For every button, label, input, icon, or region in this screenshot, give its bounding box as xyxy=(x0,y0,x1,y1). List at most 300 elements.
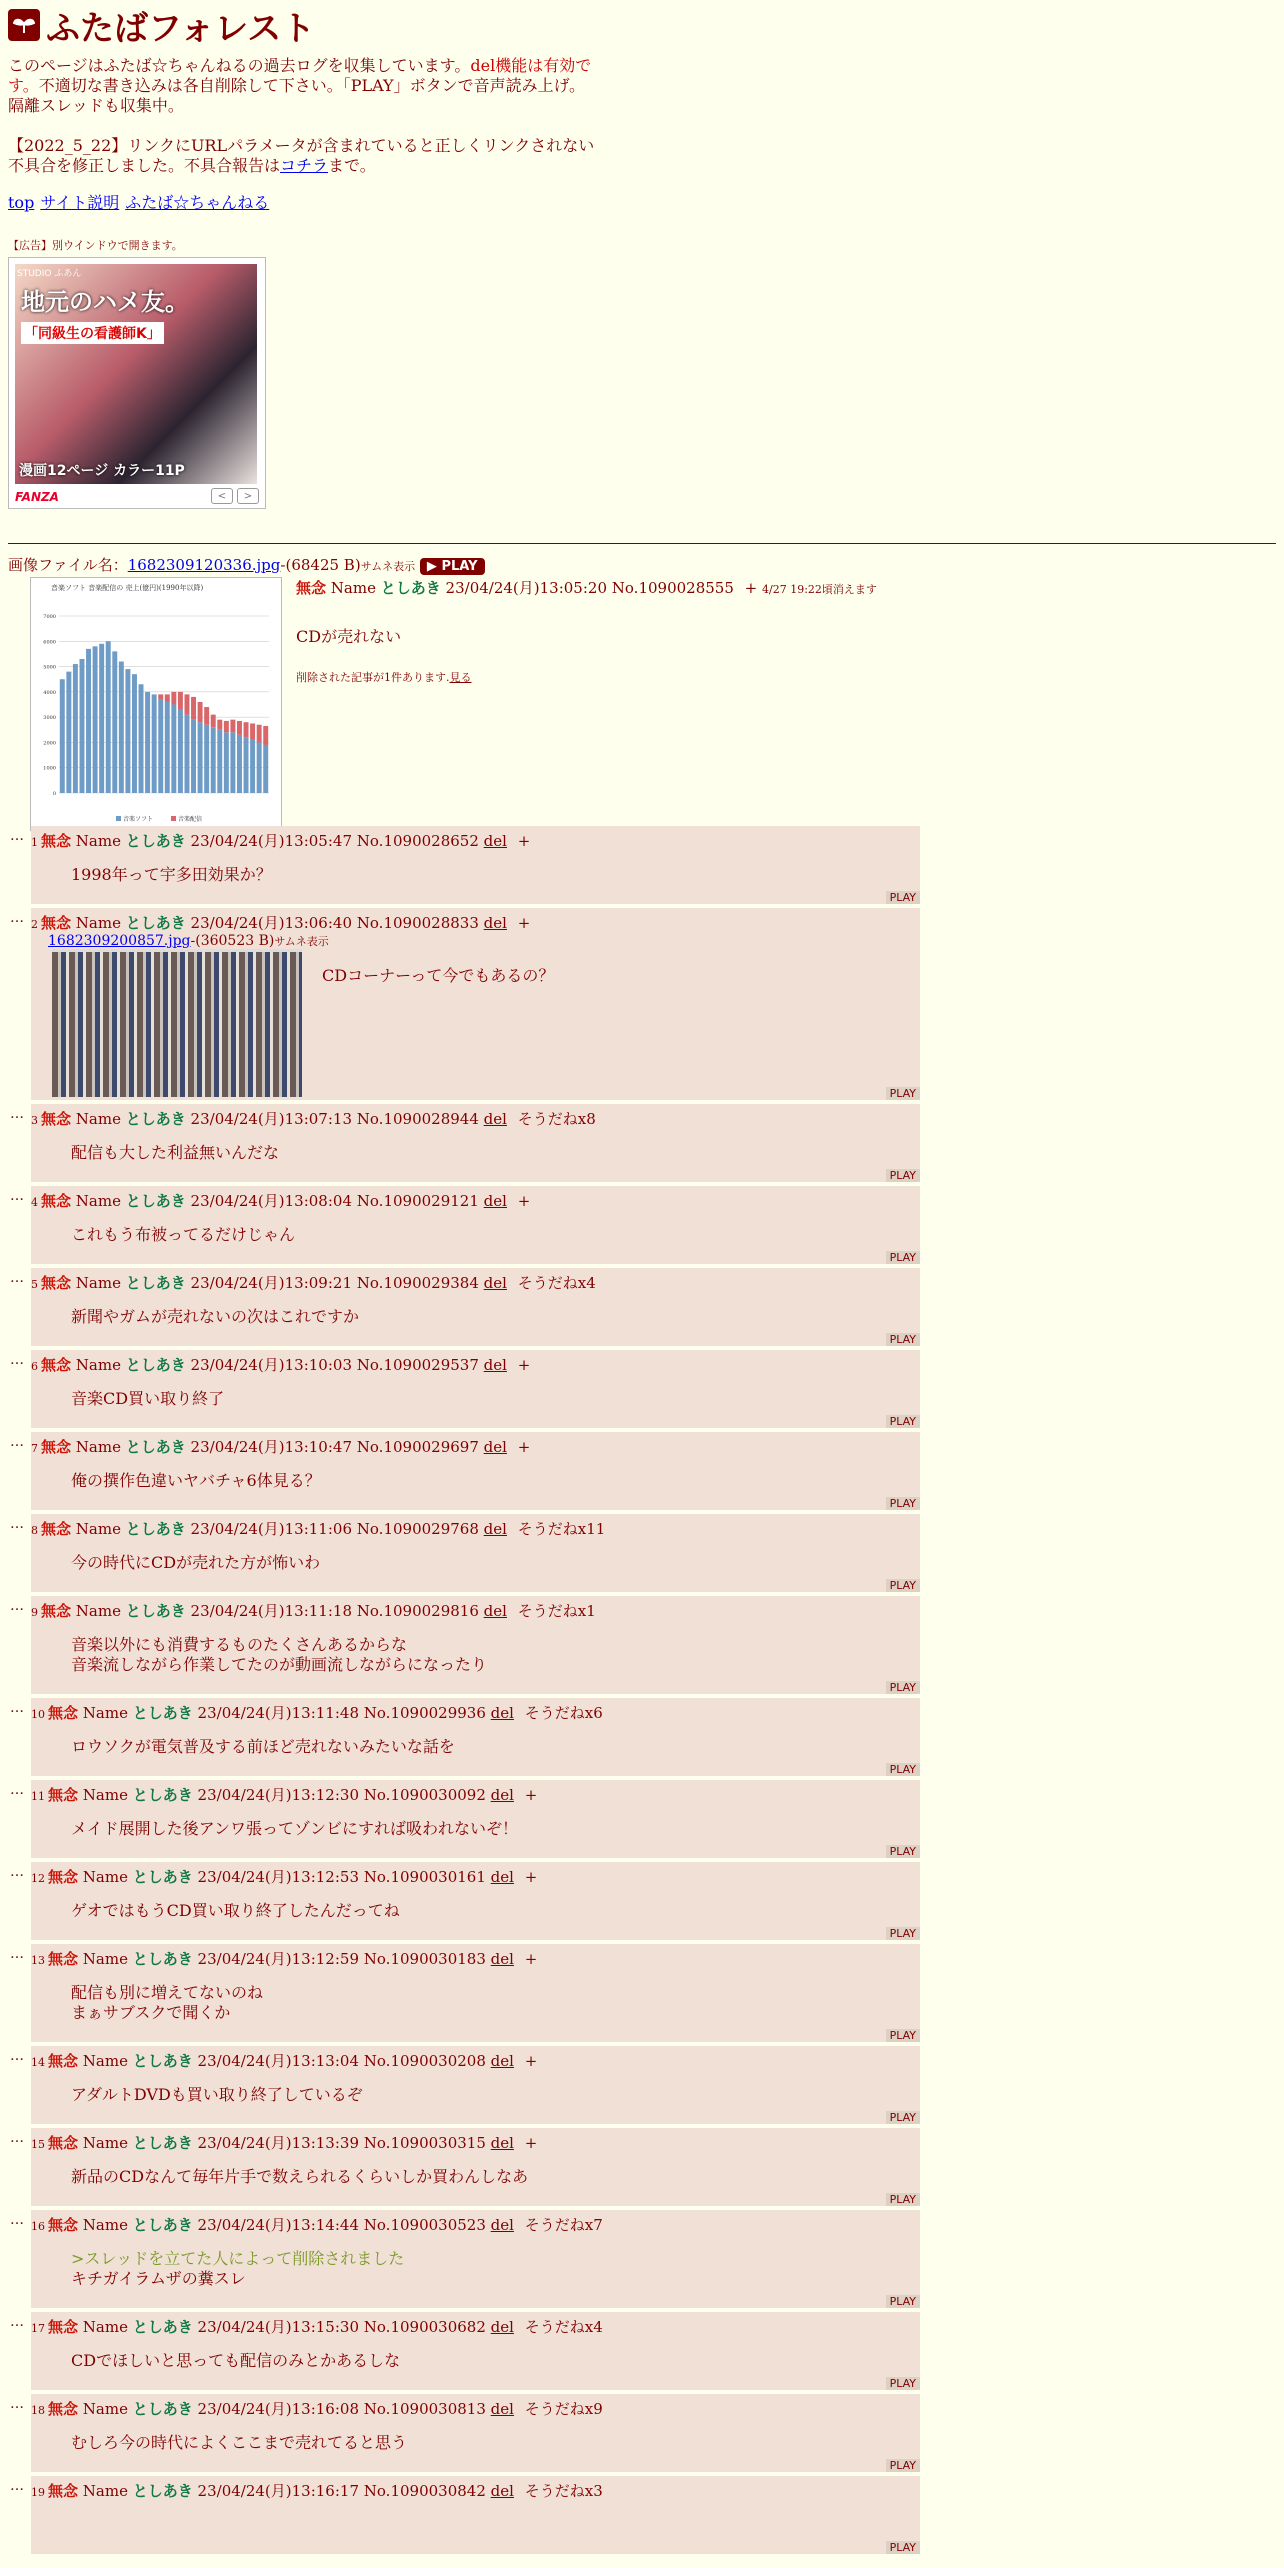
reply-text-line: 配信も大した利益無いんだな xyxy=(71,1143,280,1162)
reply-header xyxy=(31,1268,920,1293)
reply-play-button[interactable]: PLAY xyxy=(886,1415,920,1428)
reply-dots: … xyxy=(10,1946,24,1962)
reply-play-button[interactable]: PLAY xyxy=(886,2029,920,2042)
play-icon: ▶ xyxy=(426,558,437,574)
reply-name-label: Name xyxy=(82,2400,128,2418)
ad-image[interactable] xyxy=(15,264,257,484)
reply-sodane[interactable]: + xyxy=(517,1192,531,1210)
reply-post xyxy=(31,1104,920,1182)
reply-index: 10 xyxy=(31,1708,45,1721)
bar-music-soft xyxy=(66,672,71,793)
reply-header xyxy=(31,2210,920,2235)
reply-datetime: 23/04/24(月)13:11:18 xyxy=(190,1602,352,1620)
reply-number[interactable]: No.1090029697 xyxy=(356,1438,479,1456)
reply-dots: … xyxy=(10,2396,24,2412)
bar-music-dl xyxy=(237,721,242,735)
reply-index: 18 xyxy=(31,2404,45,2417)
bar-music-soft xyxy=(125,669,130,793)
reply-play-button[interactable]: PLAY xyxy=(886,1681,920,1694)
reply-subject: 無念 xyxy=(48,2482,79,2500)
reply-post xyxy=(31,1944,920,2042)
reply-datetime: 23/04/24(月)13:10:03 xyxy=(190,1356,352,1374)
reply-sodane[interactable]: そうだねx1 xyxy=(517,1602,596,1620)
reply-post xyxy=(31,2210,920,2308)
op-play-button[interactable] xyxy=(420,558,485,575)
reply-poster: としあき xyxy=(125,832,186,850)
reply-del-link[interactable]: del xyxy=(483,914,507,932)
reply-del-link[interactable]: del xyxy=(483,1274,507,1292)
notice-text: 【2022_5_22】リンクにURLパラメータが含まれていると正しくリンクされない不具合を修正しました。不具合報告は xyxy=(8,136,595,175)
reply-post xyxy=(31,1268,920,1346)
op-file-label: 画像ファイル名： xyxy=(8,556,128,574)
reply-number[interactable]: No.1090030208 xyxy=(363,2052,486,2070)
reply-dots: … xyxy=(10,828,24,844)
reply-name-label: Name xyxy=(75,1274,121,1292)
op-text: CDが売れない xyxy=(296,627,402,646)
op-number[interactable]: No.1090028555 xyxy=(611,579,734,597)
reply-del-link[interactable]: del xyxy=(490,2318,514,2336)
reply-del-link[interactable]: del xyxy=(483,1602,507,1620)
reply-play-button[interactable]: PLAY xyxy=(886,1333,920,1346)
reply-sodane[interactable]: + xyxy=(517,1438,531,1456)
legend-label: 音楽ソフト xyxy=(123,816,154,823)
bar-music-dl xyxy=(257,725,262,743)
reply-name-label: Name xyxy=(75,1356,121,1374)
reply-sodane[interactable]: そうだねx7 xyxy=(524,2216,603,2234)
reply-dots: … xyxy=(10,1700,24,1716)
reply-dots: … xyxy=(10,1864,24,1880)
reply-datetime: 23/04/24(月)13:12:59 xyxy=(197,1950,359,1968)
reply-subject: 無念 xyxy=(48,1704,79,1722)
reply-sodane[interactable]: + xyxy=(524,2134,538,2152)
reply-del-link[interactable]: del xyxy=(483,1192,507,1210)
reply-number[interactable]: No.1090030161 xyxy=(363,1868,486,1886)
reply-header xyxy=(31,1104,920,1129)
reply-sodane[interactable]: + xyxy=(524,1950,538,1968)
reply-text-line: メイド展開した後アンワ張ってゾンビにすれば吸われないぞ！ xyxy=(71,1819,519,1838)
reply-dots: … xyxy=(10,2130,24,2146)
reply-subject: 無念 xyxy=(41,1110,72,1128)
reply-play-button[interactable]: PLAY xyxy=(886,1927,920,1940)
reply-dots: … xyxy=(10,2212,24,2228)
reply-header xyxy=(31,2128,920,2153)
bar-music-soft xyxy=(119,662,124,793)
reply-del-link[interactable]: del xyxy=(490,1950,514,1968)
reply-subject: 無念 xyxy=(48,1786,79,1804)
reply-index: 17 xyxy=(31,2322,45,2335)
op-post xyxy=(8,577,1276,831)
reply-body xyxy=(71,1635,920,1675)
update-notice xyxy=(8,136,598,176)
reply-del-link[interactable]: del xyxy=(490,2400,514,2418)
reply-sodane[interactable]: + xyxy=(517,914,531,932)
reply-number[interactable]: No.1090029768 xyxy=(356,1520,479,1538)
reply-index: 11 xyxy=(31,1790,45,1803)
reply-post xyxy=(31,1350,920,1428)
op-thumbnail[interactable] xyxy=(30,577,282,831)
y-tick-label: 3000 xyxy=(43,715,56,722)
reply-index: 6 xyxy=(31,1360,38,1373)
bar-music-soft xyxy=(152,694,157,793)
reply-play-button[interactable]: PLAY xyxy=(886,1763,920,1776)
reply-subject: 無念 xyxy=(41,1356,72,1374)
reply-dots: … xyxy=(10,2048,24,2064)
reply-poster: としあき xyxy=(132,1704,193,1722)
ad-footer: 漫画12ページ カラー11P xyxy=(19,463,185,479)
reply-dots: … xyxy=(10,1434,24,1450)
ad-headline: 地元のハメ友。 xyxy=(21,288,189,316)
reply-sodane[interactable]: + xyxy=(517,832,531,850)
reply-body xyxy=(71,1225,920,1245)
reply-play-button[interactable]: PLAY xyxy=(886,1169,920,1182)
bar-music-soft xyxy=(244,737,249,793)
reply-datetime: 23/04/24(月)13:06:40 xyxy=(190,914,352,932)
reply-body xyxy=(71,2167,920,2187)
reply-number[interactable]: No.1090030183 xyxy=(363,1950,486,1968)
bar-music-dl xyxy=(178,692,183,710)
bar-music-soft xyxy=(132,674,137,793)
bar-music-soft xyxy=(217,730,222,793)
reply-del-link[interactable]: del xyxy=(490,1704,514,1722)
reply-header xyxy=(31,2046,920,2071)
reply-body xyxy=(71,1143,920,1163)
reply-sodane[interactable]: そうだねx4 xyxy=(517,1274,596,1292)
reply-text-line: まぁサブスクで聞くか xyxy=(71,2003,231,2022)
reply-post xyxy=(31,2046,920,2124)
reply-name-label: Name xyxy=(75,1192,121,1210)
reply-sodane[interactable]: そうだねx6 xyxy=(524,1704,603,1722)
reply-poster: としあき xyxy=(132,2216,193,2234)
bar-music-soft xyxy=(224,732,229,793)
reply-play-button[interactable]: PLAY xyxy=(886,2459,920,2472)
reply-image-row xyxy=(52,949,920,1097)
bar-music-soft xyxy=(106,641,111,793)
reply-sodane[interactable]: + xyxy=(517,1356,531,1374)
reply-sodane[interactable]: そうだねx8 xyxy=(517,1110,596,1128)
reply-number[interactable]: No.1090029384 xyxy=(356,1274,479,1292)
reply-index: 13 xyxy=(31,1954,45,1967)
reply-play-button[interactable]: PLAY xyxy=(886,2377,920,2390)
reply-del-link[interactable]: del xyxy=(483,1110,507,1128)
ad-banner[interactable] xyxy=(8,257,266,509)
show-deleted-link[interactable]: 見る xyxy=(449,671,472,684)
reply-subject: 無念 xyxy=(48,2134,79,2152)
bar-music-dl xyxy=(171,692,176,705)
reply-dots: … xyxy=(10,2478,24,2494)
site-title: ふたばフォレスト xyxy=(46,8,316,49)
bar-music-soft xyxy=(145,692,150,793)
reply-number[interactable]: No.1090029936 xyxy=(363,1704,486,1722)
reply-play-button[interactable]: PLAY xyxy=(886,1497,920,1510)
reply-thumb-toggle[interactable]: サムネ表示 xyxy=(274,935,329,948)
reply-datetime: 23/04/24(月)13:12:30 xyxy=(197,1786,359,1804)
bar-music-dl xyxy=(244,722,249,737)
reply-post xyxy=(31,826,920,904)
op-file-link[interactable]: 1682309120336.jpg xyxy=(127,556,281,574)
deleted-text: 削除された記事が1件あります. xyxy=(296,671,450,684)
reply-text-line: 新品のCDなんて毎年片手で数えられるくらいしか買わんしなあ xyxy=(71,2167,529,2186)
bar-music-dl xyxy=(204,707,209,725)
bar-music-soft xyxy=(112,651,117,793)
ad-badge: STUDIO ふあん xyxy=(17,269,82,279)
op-subject: 無念 xyxy=(296,579,327,597)
op-name-label: Name xyxy=(330,579,376,597)
reply-del-link[interactable]: del xyxy=(483,1520,507,1538)
reply-number[interactable]: No.1090030842 xyxy=(363,2482,486,2500)
reply-post xyxy=(31,1780,920,1858)
reply-poster: としあき xyxy=(125,1438,186,1456)
reply-sodane[interactable]: そうだねx9 xyxy=(524,2400,603,2418)
chart xyxy=(31,578,281,830)
reply-subject: 無念 xyxy=(41,1274,72,1292)
reply-poster: としあき xyxy=(125,1520,186,1538)
reply-sodane[interactable]: + xyxy=(524,1786,538,1804)
reply-text-line: 俺の撰作色違いヤバチャ6体見る？ xyxy=(71,1471,321,1490)
reply-subject: 無念 xyxy=(41,1438,72,1456)
reply-poster: としあき xyxy=(132,2482,193,2500)
reply-number[interactable]: No.1090030315 xyxy=(363,2134,486,2152)
reply-name-label: Name xyxy=(82,2482,128,2500)
reply-del-link[interactable]: del xyxy=(490,2052,514,2070)
op-file-size: -(68425 B) xyxy=(280,556,361,574)
y-tick-label: 4000 xyxy=(43,689,56,696)
bar-music-soft xyxy=(191,720,196,793)
reply-name-label: Name xyxy=(82,1704,128,1722)
reply-sodane[interactable]: そうだねx3 xyxy=(524,2482,603,2500)
reply-post xyxy=(31,1186,920,1264)
reply-subject: 無念 xyxy=(48,2052,79,2070)
op-body xyxy=(296,577,877,831)
reply-index: 16 xyxy=(31,2220,45,2233)
reply-dots: … xyxy=(10,1106,24,1122)
reply-sodane[interactable]: そうだねx11 xyxy=(517,1520,606,1538)
reply-datetime: 23/04/24(月)13:12:53 xyxy=(197,1868,359,1886)
reply-play-button[interactable]: PLAY xyxy=(886,1845,920,1858)
reply-header xyxy=(31,1862,920,1887)
reply-file-link[interactable]: 1682309200857.jpg xyxy=(48,933,191,949)
reply-play-button[interactable]: PLAY xyxy=(886,2295,920,2308)
reply-text-line: むしろ今の時代によくここまで売れてると思う xyxy=(71,2433,408,2452)
reply-poster: としあき xyxy=(132,2318,193,2336)
nav-futaba-link[interactable]: ふたば☆ちゃんねる xyxy=(125,193,270,212)
reply-number[interactable]: No.1090030813 xyxy=(363,2400,486,2418)
reply-number[interactable]: No.1090028944 xyxy=(356,1110,479,1128)
reply-text-line: 音楽以外にも消費するものたくさんあるからな xyxy=(71,1635,408,1654)
reply-index: 3 xyxy=(31,1114,38,1127)
reply-datetime: 23/04/24(月)13:16:17 xyxy=(197,2482,359,2500)
reply-subject: 無念 xyxy=(41,1192,72,1210)
bar-music-soft xyxy=(211,727,216,793)
report-link[interactable]: コチラ xyxy=(280,156,329,175)
reply-poster: としあき xyxy=(125,1602,186,1620)
reply-datetime: 23/04/24(月)13:13:04 xyxy=(197,2052,359,2070)
reply-poster: としあき xyxy=(125,1192,186,1210)
reply-number[interactable]: No.1090029121 xyxy=(356,1192,479,1210)
reply-dots: … xyxy=(10,1782,24,1798)
reply-del-link[interactable]: del xyxy=(490,2482,514,2500)
reply-sodane[interactable]: + xyxy=(524,2052,538,2070)
reply-dots: … xyxy=(10,910,24,926)
op-play-label: PLAY xyxy=(441,558,478,574)
reply-subject: 無念 xyxy=(48,1950,79,1968)
reply-body xyxy=(71,1819,920,1839)
reply-datetime: 23/04/24(月)13:11:48 xyxy=(197,1704,359,1722)
ad-label: 【広告】別ウインドウで開きます。 xyxy=(8,239,183,252)
bar-music-dl xyxy=(224,721,229,732)
reply-poster: としあき xyxy=(125,914,186,932)
reply-name-label: Name xyxy=(82,2318,128,2336)
reply-datetime: 23/04/24(月)13:10:47 xyxy=(190,1438,352,1456)
bar-music-soft xyxy=(165,702,170,793)
legend-swatch xyxy=(116,816,121,821)
reply-del-link[interactable]: del xyxy=(483,1438,507,1456)
reply-post xyxy=(31,2128,920,2206)
reply-datetime: 23/04/24(月)13:15:30 xyxy=(197,2318,359,2336)
reply-poster: としあき xyxy=(132,2400,193,2418)
reply-name-label: Name xyxy=(82,1950,128,1968)
reply-number[interactable]: No.1090029537 xyxy=(356,1356,479,1374)
reply-play-button[interactable]: PLAY xyxy=(886,1251,920,1264)
reply-body xyxy=(71,2085,920,2105)
reply-index: 15 xyxy=(31,2138,45,2151)
reply-body xyxy=(71,865,920,885)
bar-music-dl xyxy=(165,694,170,702)
reply-header xyxy=(31,2312,920,2337)
reply-header xyxy=(31,1698,920,1723)
reply-subject: 無念 xyxy=(48,2216,79,2234)
reply-sodane[interactable]: + xyxy=(524,1868,538,1886)
reply-text-line: これもう布被ってるだけじゃん xyxy=(71,1225,296,1244)
reply-header xyxy=(31,826,920,851)
ad-brand: FANZA xyxy=(15,490,59,504)
reply-header xyxy=(31,1514,920,1539)
ad-prev-button[interactable]: < xyxy=(211,488,233,504)
reply-poster: としあき xyxy=(125,1274,186,1292)
reply-number[interactable]: No.1090030682 xyxy=(363,2318,486,2336)
reply-file-size: -(360523 B) xyxy=(190,933,275,949)
reply-dots: … xyxy=(10,1598,24,1614)
reply-file-info xyxy=(48,933,920,949)
nav-about-link[interactable]: サイト説明 xyxy=(40,193,120,212)
reply-post xyxy=(31,1698,920,1776)
reply-header xyxy=(31,1350,920,1375)
reply-datetime: 23/04/24(月)13:13:39 xyxy=(197,2134,359,2152)
reply-name-label: Name xyxy=(75,1438,121,1456)
reply-index: 9 xyxy=(31,1606,38,1619)
reply-text-line: CDでほしいと思っても配信のみとかあるしな xyxy=(71,2351,401,2370)
reply-del-link[interactable]: del xyxy=(490,1786,514,1804)
reply-subject: 無念 xyxy=(48,1868,79,1886)
reply-play-button[interactable]: PLAY xyxy=(886,891,920,904)
reply-name-label: Name xyxy=(75,1602,121,1620)
reply-poster: としあき xyxy=(132,2134,193,2152)
op-sodane[interactable]: + xyxy=(744,579,758,597)
reply-poster: としあき xyxy=(125,1110,186,1128)
reply-body xyxy=(71,1553,920,1573)
bar-music-soft xyxy=(93,646,98,793)
bar-music-soft xyxy=(86,649,91,793)
reply-play-button[interactable]: PLAY xyxy=(886,1579,920,1592)
reply-name-label: Name xyxy=(75,914,121,932)
reply-text-line: ゲオではもうCD買い取り終了したんだってね xyxy=(71,1901,400,1920)
reply-play-button[interactable]: PLAY xyxy=(886,2193,920,2206)
bar-music-soft xyxy=(139,684,144,793)
reply-name-label: Name xyxy=(75,832,121,850)
reply-text-line: ロウソクが電気普及する前ほど売れないみたいな話を xyxy=(71,1737,455,1756)
reply-del-link[interactable]: del xyxy=(490,2216,514,2234)
reply-number[interactable]: No.1090028652 xyxy=(356,832,479,850)
reply-body xyxy=(71,1737,920,1757)
reply-datetime: 23/04/24(月)13:11:06 xyxy=(190,1520,352,1538)
reply-post xyxy=(31,2394,920,2472)
reply-header xyxy=(31,908,920,933)
reply-datetime: 23/04/24(月)13:14:44 xyxy=(197,2216,359,2234)
deleted-note xyxy=(296,669,877,685)
thread-separator xyxy=(8,543,1276,544)
reply-number[interactable]: No.1090030092 xyxy=(363,1786,486,1804)
reply-text-line: 配信も別に増えてないのね xyxy=(71,1983,264,2002)
bar-music-soft xyxy=(263,745,268,793)
reply-body xyxy=(71,1471,920,1491)
reply-number[interactable]: No.1090028833 xyxy=(356,914,479,932)
reply-play-button[interactable]: PLAY xyxy=(886,2111,920,2124)
reply-datetime: 23/04/24(月)13:08:04 xyxy=(190,1192,352,1210)
reply-index: 2 xyxy=(31,918,38,931)
reply-subject: 無念 xyxy=(48,2318,79,2336)
reply-text-line: 今の時代にCDが売れた方が怖いわ xyxy=(71,1553,321,1572)
reply-number[interactable]: No.1090029816 xyxy=(356,1602,479,1620)
y-tick-label: 5000 xyxy=(43,664,56,671)
reply-datetime: 23/04/24(月)13:07:13 xyxy=(190,1110,352,1128)
reply-del-link[interactable]: del xyxy=(490,2134,514,2152)
intro-text: このページはふたば☆ちゃんねるの過去ログを収集しています。 xyxy=(8,56,471,75)
reply-datetime: 23/04/24(月)13:16:08 xyxy=(197,2400,359,2418)
reply-poster: としあき xyxy=(132,2052,193,2070)
op-file-info xyxy=(8,554,1276,575)
nav-links xyxy=(8,190,1276,213)
reply-sodane[interactable]: そうだねx4 xyxy=(524,2318,603,2336)
reply-del-link[interactable]: del xyxy=(483,832,507,850)
reply-poster: としあき xyxy=(125,1356,186,1374)
bar-music-dl xyxy=(158,694,163,699)
reply-number[interactable]: No.1090030523 xyxy=(363,2216,486,2234)
reply-dots: … xyxy=(10,1516,24,1532)
nav-top-link[interactable]: top xyxy=(8,193,35,212)
reply-body xyxy=(71,1307,920,1327)
reply-post xyxy=(31,1862,920,1940)
reply-subject: 無念 xyxy=(41,914,72,932)
reply-text-line: 1998年って宇多田効果か？ xyxy=(71,865,272,884)
reply-play-button[interactable]: PLAY xyxy=(886,1087,920,1100)
reply-dots: … xyxy=(10,1188,24,1204)
reply-del-link[interactable]: del xyxy=(483,1356,507,1374)
reply-thumbnail[interactable] xyxy=(52,949,302,1097)
ad-next-button[interactable]: > xyxy=(237,488,259,504)
reply-index: 14 xyxy=(31,2056,45,2069)
op-expire: 4/27 19:22頃消えます xyxy=(762,583,877,596)
reply-subject: 無念 xyxy=(41,832,72,850)
reply-header xyxy=(31,1780,920,1805)
reply-play-button[interactable]: PLAY xyxy=(886,2541,920,2554)
reply-datetime: 23/04/24(月)13:05:47 xyxy=(190,832,352,850)
bar-music-soft xyxy=(73,664,78,793)
reply-del-link[interactable]: del xyxy=(490,1868,514,1886)
reply-poster: としあき xyxy=(132,1950,193,1968)
leaf-logo-icon[interactable] xyxy=(8,9,40,41)
op-thumb-toggle[interactable]: サムネ表示 xyxy=(360,560,416,573)
ad-arrows xyxy=(211,488,259,504)
bar-music-dl xyxy=(198,702,203,722)
